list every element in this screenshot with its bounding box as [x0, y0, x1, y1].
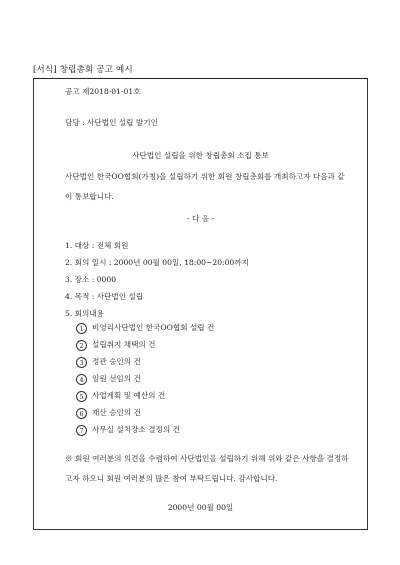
agenda-number: 4	[76, 374, 87, 385]
agenda-number: 1	[76, 323, 87, 334]
agenda-text: 재산 승인의 건	[92, 408, 141, 417]
notice-title: 사단법인 설립을 위한 창립총회 소집 통보	[132, 151, 269, 160]
divider-heading: - 다 음 -	[186, 214, 215, 223]
agenda-item	[76, 407, 141, 419]
agenda-item	[76, 339, 156, 351]
agenda-text: 설립취지 채택의 건	[92, 340, 156, 349]
agenda-item	[76, 424, 180, 436]
agenda-text: 비영리사단법인 한국OO협회 설립 건	[92, 323, 215, 332]
sender-line: 담당 : 사단법인 설립 발기인	[65, 118, 158, 127]
agenda-text: 정관 승인의 건	[92, 357, 141, 366]
agenda-number: 2	[76, 340, 87, 351]
intro-paragraph: 사단법인 한국OO협회(가칭)을 설립하기 위한 회원 창립총회를 개최하고자 다음과 같이 통보합니다.	[65, 172, 345, 201]
agenda-number: 3	[76, 357, 87, 368]
item-location: 3. 장소 : 0000	[65, 275, 117, 284]
agenda-number: 5	[76, 391, 87, 402]
agenda-item	[76, 322, 214, 334]
item-target: 1. 대상 : 전체 회원	[65, 241, 129, 250]
notice-number: 공고 제2018-01-01호	[65, 87, 141, 96]
agenda-item	[76, 356, 141, 368]
notice-frame	[33, 78, 368, 530]
agenda-text: 사무실 설치장소 결정의 건	[92, 425, 180, 434]
item-purpose: 4. 목적 : 사단법인 설립	[65, 292, 144, 301]
document-caption: [서식] 창립총회 공고 예시	[33, 65, 133, 75]
item-datetime: 2. 회의 일시 : 2000년 00월 00일, 18:00~20:00까지	[65, 258, 249, 267]
agenda-number: 6	[76, 408, 87, 419]
closing-paragraph: ※ 회원 여러분의 의견을 수렴하여 사단법인을 설립하기 위해 위와 같은 사항을 결정하고자 하오니 회원 여러분의 많은 참여 부탁드립니다. 감사합니다.	[65, 454, 349, 483]
agenda-number: 7	[76, 425, 87, 436]
agenda-text: 사업계획 및 예산의 건	[92, 391, 166, 400]
agenda-item	[76, 373, 141, 385]
item-agenda-heading: 5. 회의내용	[65, 309, 105, 318]
agenda-item	[76, 390, 165, 402]
notice-date: 2000년 00월 00일	[167, 503, 234, 512]
agenda-text: 임원 선임의 건	[92, 374, 141, 383]
